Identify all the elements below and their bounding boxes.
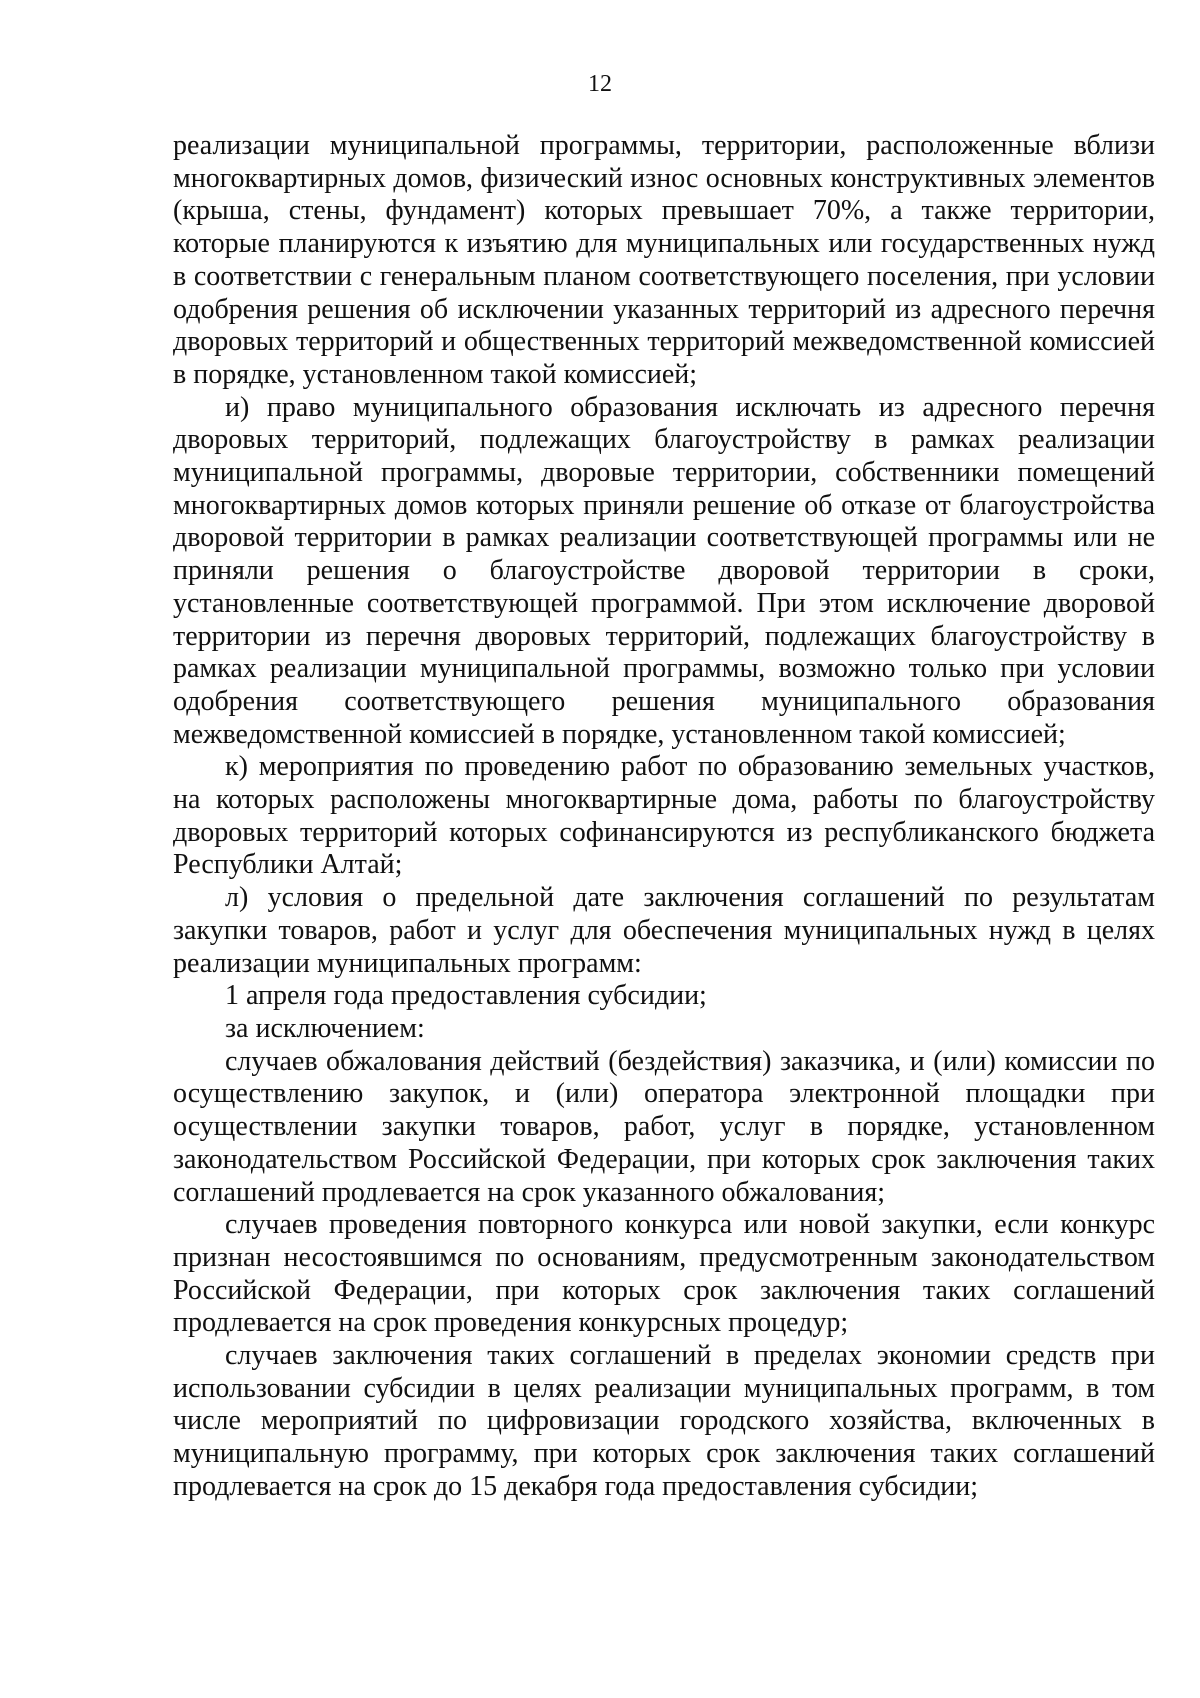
page-number: 12 <box>588 71 612 97</box>
document-body <box>173 130 1155 1504</box>
paragraph-exception-savings: случаев заключения таких соглашений в пределах экономии средств при использовании субсидии в целях реализации муниципальных программ, в том числе мероприятий по цифровизации городского хозяйства, включенных в муниципальную программу, при которых срок заключения таких соглашений продлевается на срок до 15 декабря года предоставления субсидии; <box>173 1340 1155 1502</box>
paragraph-item-k: к) мероприятия по проведению работ по образованию земельных участков, на которых расположены многоквартирные дома, работы по благоустройству дворовых территорий которых софинансируются из республиканского бюджета Республики Алтай; <box>173 751 1155 881</box>
paragraph-exceptions-intro: за исключением: <box>225 1012 425 1044</box>
paragraph-exception-repeat-tender: случаев проведения повторного конкурса или новой закупки, если конкурс признан несостоявшимся по основаниям, предусмотренным законодательством Российской Федерации, при которых срок заключения таких соглашений продлевается на срок проведения конкурсных процедур; <box>173 1209 1155 1339</box>
paragraph-item-i: и) право муниципального образования исключать из адресного перечня дворовых территорий, подлежащих благоустройству в рамках реализации муниципальной программы, дворовые территории, собственники помещений многоквартирных домов которых приняли решение об отказе от благоустройства дворовой территории в рамках реализации соответствующей программы или не приняли решения о благоустройстве дворовой территории в сроки, установленные соответствующей программой. При этом исключение дворовой территории из перечня дворовых территорий, подлежащих благоустройству в рамках реализации муниципальной программы, возможно только при условии одобрения соответствующего решения муниципального образования межведомственной комиссией в порядке, установленном такой комиссией; <box>173 391 1155 750</box>
paragraph-continuation: реализации муниципальной программы, территории, расположенные вблизи многоквартирных домов, физический износ основных конструктивных элементов (крыша, стены, фундамент) которых превышает 70%, а также территории, которые планируются к изъятию для муниципальных или государственных нужд в соответствии с генеральным планом соответствующего поселения, при условии одобрения решения об исключении указанных территорий из адресного перечня дворовых территорий и общественных территорий межведомственной комиссией в порядке, установленном такой комиссией; <box>173 130 1155 390</box>
paragraph-deadline: 1 апреля года предоставления субсидии; <box>225 980 707 1012</box>
paragraph-exception-appeal: случаев обжалования действий (бездействия) заказчика, и (или) комиссии по осуществлению закупок, и (или) оператора электронной площадки при осуществлении закупки товаров, работ, услуг в порядке, установленном законодательством Российской Федерации, при которых срок заключения таких соглашений продлевается на срок указанного обжалования; <box>173 1045 1155 1208</box>
paragraph-item-l: л) условия о предельной дате заключения соглашений по результатам закупки товаров, работ и услуг для обеспечения муниципальных нужд в целях реализации муниципальных программ: <box>173 882 1155 979</box>
